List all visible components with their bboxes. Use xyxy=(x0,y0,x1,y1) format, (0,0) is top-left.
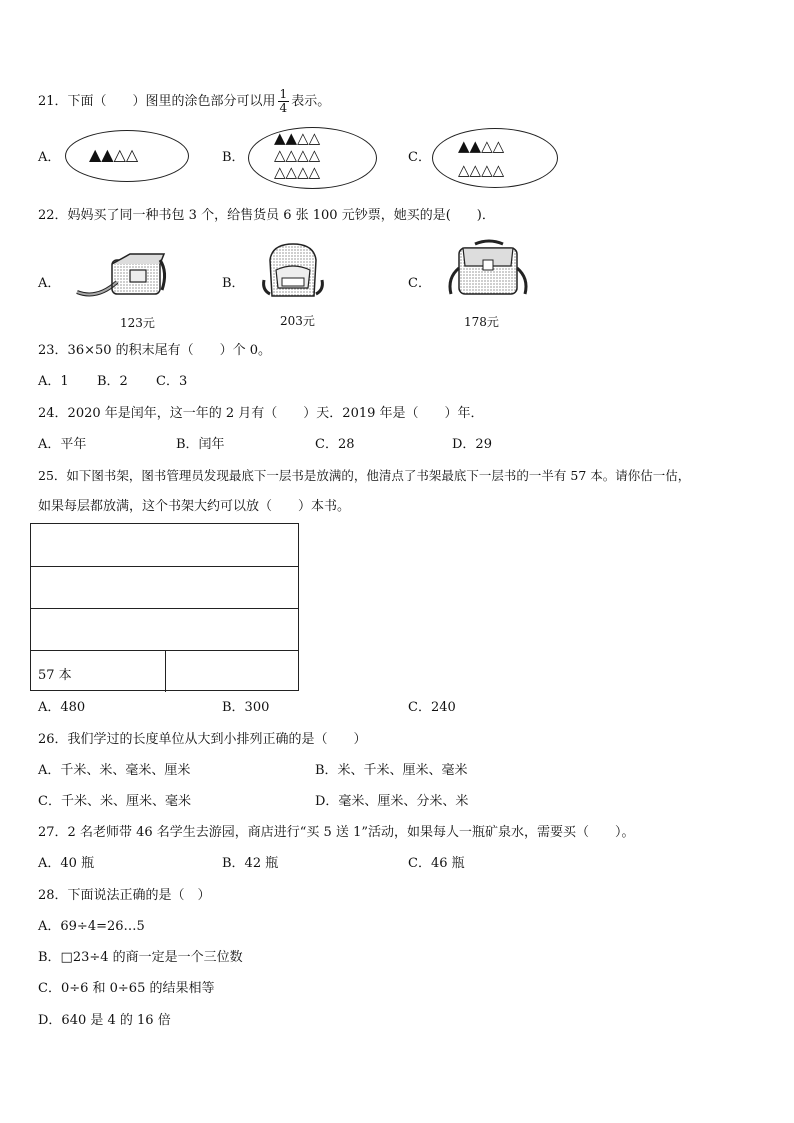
shelf-half-divider xyxy=(165,650,166,692)
q22-option-c-label[interactable]: C． xyxy=(408,276,431,291)
q21-option-c-label[interactable]: C． xyxy=(408,150,431,165)
q24-stem: 24．2020 年是闰年，这一年的 2 月有（ ）天．2019 年是（ ）年． xyxy=(38,406,484,421)
q21-option-b-label[interactable]: B． xyxy=(222,150,245,165)
fraction-one-quarter xyxy=(278,88,290,115)
shelf-half-label: 57 本 xyxy=(38,668,72,683)
q25-option-a[interactable]: A．480 xyxy=(38,700,86,715)
bookshelf-diagram xyxy=(30,523,299,691)
q27-option-a[interactable]: A．40 瓶 xyxy=(38,856,95,871)
q28-option-a[interactable]: A．69÷4=26…5 xyxy=(38,919,145,934)
q21-option-c-triangles-row: ▲▲△△ xyxy=(458,137,505,155)
q21-option-b-triangles-row: △△△△ xyxy=(274,163,321,181)
shelf-divider xyxy=(31,608,298,609)
q24-option-a[interactable]: A．平年 xyxy=(38,437,87,452)
q28-option-d[interactable]: D．640 是 4 的 16 倍 xyxy=(38,1013,171,1028)
school-bag-icon[interactable] xyxy=(445,238,531,300)
shelf-divider xyxy=(31,566,298,567)
q26-stem: 26．我们学过的长度单位从大到小排列正确的是（ ） xyxy=(38,732,367,747)
q25-option-b[interactable]: B．300 xyxy=(222,700,270,715)
q23-option-c[interactable]: C．3 xyxy=(156,374,188,389)
q22-option-b-label[interactable]: B． xyxy=(222,276,245,291)
q21-option-c-triangles-row: △△△△ xyxy=(458,161,505,179)
q27-option-c[interactable]: C．46 瓶 xyxy=(408,856,465,871)
q26-option-b[interactable]: B．米、千米、厘米、毫米 xyxy=(315,763,468,778)
q21-stem xyxy=(38,88,330,115)
q23-option-a[interactable]: A．1 xyxy=(38,374,69,389)
q21-option-b-triangles-row: ▲▲△△ xyxy=(274,129,321,147)
q27-stem: 27．2 名老师带 46 名学生去游园，商店进行“买 5 送 1”活动，如果每人一瓶矿泉水，需要买（ ）。 xyxy=(38,825,635,840)
q22-option-c-price: 178元 xyxy=(464,315,499,329)
q21-text-after: 表示。 xyxy=(291,94,331,109)
q21-option-a-triangles-row: ▲▲△△ xyxy=(89,145,139,164)
q25-stem-line1: 25．如下图书架，图书管理员发现最底下一层书是放满的，他清点了书架最底下一层书的一半有 57 本。请你估一估， xyxy=(38,468,691,483)
fraction-denominator: 4 xyxy=(279,101,288,115)
q28-stem: 28．下面说法正确的是（ ） xyxy=(38,888,211,903)
q21-option-a-label[interactable]: A． xyxy=(38,150,61,165)
q23-option-b[interactable]: B．2 xyxy=(97,374,128,389)
q21-text-before: 21．下面（ ）图里的涂色部分可以用 xyxy=(38,94,276,109)
q24-option-b[interactable]: B．闰年 xyxy=(176,437,225,452)
q22-option-b-price: 203元 xyxy=(280,314,315,328)
q22-option-a-price: 123元 xyxy=(120,316,155,330)
q23-stem: 23．36×50 的积末尾有（ ）个 0。 xyxy=(38,343,272,358)
q27-option-b[interactable]: B．42 瓶 xyxy=(222,856,279,871)
q28-option-c[interactable]: C．0÷6 和 0÷65 的结果相等 xyxy=(38,981,215,996)
q28-option-b[interactable]: B．□23÷4 的商一定是一个三位数 xyxy=(38,950,243,965)
q25-option-c[interactable]: C．240 xyxy=(408,700,456,715)
q26-option-c[interactable]: C．千米、米、厘米、毫米 xyxy=(38,794,191,809)
shoulder-bag-icon[interactable] xyxy=(72,242,170,304)
fraction-numerator: 1 xyxy=(279,87,288,101)
q26-option-a[interactable]: A．千米、米、毫米、厘米 xyxy=(38,763,191,778)
q22-option-a-label[interactable]: A． xyxy=(38,276,61,291)
backpack-icon[interactable] xyxy=(258,240,328,300)
q24-option-d[interactable]: D．29 xyxy=(452,437,492,452)
q26-option-d[interactable]: D．毫米、厘米、分米、米 xyxy=(315,794,469,809)
q22-stem: 22．妈妈买了同一种书包 3 个，给售货员 6 张 100 元钞票，她买的是( )． xyxy=(38,208,495,223)
q21-option-b-triangles-row: △△△△ xyxy=(274,146,321,164)
q25-stem-line2: 如果每层都放满，这个书架大约可以放（ ）本书。 xyxy=(38,499,351,514)
q24-option-c[interactable]: C．28 xyxy=(315,437,355,452)
